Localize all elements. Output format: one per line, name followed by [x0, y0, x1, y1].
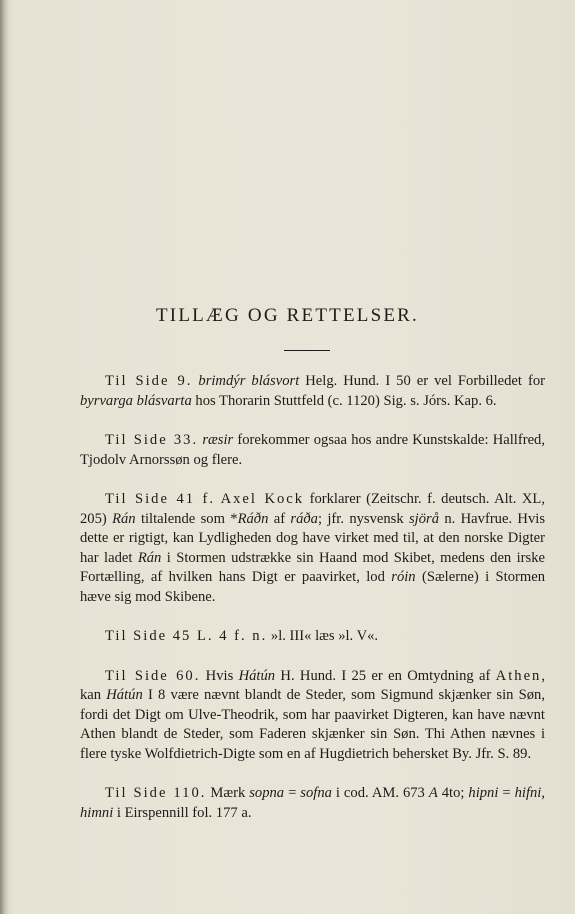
- word: A: [428, 785, 438, 801]
- note-side-45: [80, 627, 545, 647]
- word: hipni: [468, 785, 499, 801]
- note-reference: Til Side 45 L. 4 f. n.: [105, 628, 268, 644]
- word: hifni, himni: [80, 785, 545, 821]
- note-side-110: [80, 784, 545, 823]
- note-side-33: [80, 431, 545, 470]
- note-side-60: [80, 667, 545, 765]
- note-reference: Til Side 9.: [105, 373, 193, 389]
- note-text: i Stormen udstrække sin Haand mod Skibet, medens den irske Fortælling, af hvilken hans Digt er paavirket, lod: [80, 549, 545, 585]
- note-text: hos Thorarin Stuttfeld (c. 1120) Sig. s. Jórs. Kap. 6.: [191, 392, 497, 409]
- note-text: Helg. Hund. I 50 er vel Forbilledet for: [299, 373, 545, 389]
- note-text: i Eirspennill fol. 177 a.: [113, 804, 252, 821]
- page-body: [80, 372, 545, 843]
- note-text: H. Hund. I 25 er en Omtydning af: [275, 667, 496, 684]
- note-text: Mærk: [206, 785, 250, 801]
- page-title: TILLÆG OG RETTELSER.: [155, 305, 419, 326]
- note-text: , kan: [80, 667, 545, 703]
- note-text: 4to;: [437, 785, 469, 801]
- word: byrvarga blásvarta: [80, 392, 192, 409]
- note-reference: Til Side 60.: [105, 667, 201, 684]
- word: ráða: [290, 510, 318, 527]
- word: sjörå: [409, 510, 440, 527]
- note-reference: Til Side 33.: [105, 432, 199, 448]
- note-side-9: [80, 372, 545, 411]
- note-text: ; jfr. nysvensk: [317, 510, 409, 527]
- page-binding-edge: [0, 0, 9, 914]
- word: sofna: [300, 785, 332, 801]
- note-text: =: [284, 785, 301, 801]
- word: Ráðn: [237, 510, 269, 527]
- note-text: I 8 være nævnt blandt de Steder, som Sigmund skjænker sin Søn, fordi det Digt om Ulve-Theodrik, som har paavirket Digteren, kan have nævnt Athen blandt de Steder, som Faderen skjænker sin Søn. Thi Athen nævnes i flere tyske Wolfdietrich-Digte som en af Hugdietrich behersket By. Jfr. S. 89.: [80, 687, 545, 762]
- note-text: »l. III« læs »l. V«.: [267, 628, 379, 644]
- author-name: Axel Kock: [220, 491, 305, 507]
- word: róin: [391, 569, 416, 585]
- word: Hátún: [106, 687, 143, 703]
- word: sopna: [249, 785, 285, 801]
- note-text: forklarer (Zeitschr. f. deutsch. Alt. XL, 205): [80, 491, 545, 527]
- note-text: =: [498, 785, 515, 801]
- word: Hátún: [238, 667, 276, 684]
- word: ræsir: [202, 432, 234, 448]
- note-reference: Til Side 41 f.: [105, 491, 216, 507]
- note-text: n. Havfrue. Hvis dette er rigtigt, kan Lydligheden dog have virket med til, at den norske Digter har ladet: [80, 510, 546, 566]
- note-side-41: [80, 490, 545, 607]
- note-text: Hvis: [200, 667, 239, 684]
- word: brimdýr blásvort: [198, 373, 300, 389]
- note-reference: Til Side 110.: [105, 785, 207, 801]
- note-text: i cod. AM. 673: [331, 785, 429, 801]
- title-rule: [284, 350, 330, 351]
- note-text: forekommer ogsaa hos andre Kunstskalde: Hallfred, Tjodolv Arnorssøn og flere.: [80, 432, 545, 468]
- place-name: Athen: [495, 667, 542, 684]
- word: Rán: [137, 549, 162, 566]
- note-text: af: [268, 510, 291, 527]
- note-text: tiltalende som *: [135, 510, 238, 527]
- note-text: (Sælerne) i Stormen hæve sig mod Skibene.: [80, 569, 545, 605]
- word: Rán: [112, 510, 136, 527]
